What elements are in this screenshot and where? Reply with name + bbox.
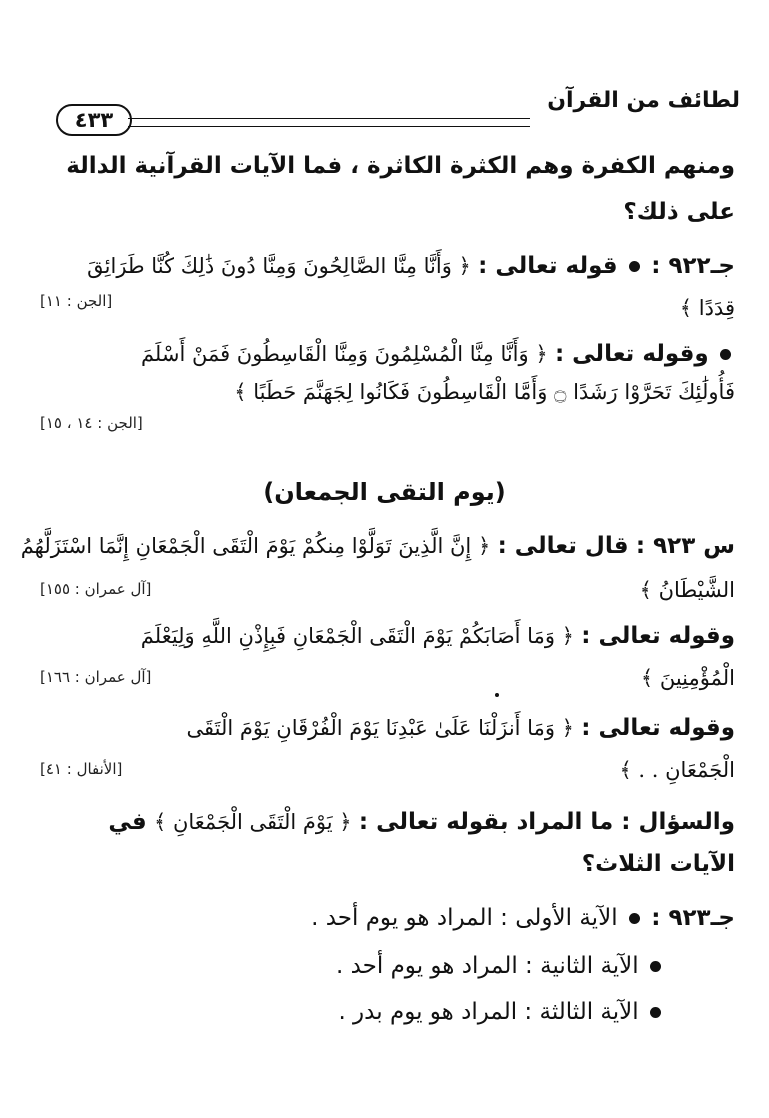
bullet-icon — [720, 349, 731, 360]
section-heading: (يوم التقى الجمعان) — [263, 478, 506, 506]
header-rule — [128, 118, 530, 127]
answer-number: جـ٩٢٣ : — [651, 905, 735, 931]
question-number: س ٩٢٣ : — [635, 533, 735, 559]
running-title: لطائف من القرآن — [547, 88, 740, 113]
verse-intro: وقوله تعالى : — [581, 623, 735, 649]
answer-number: جـ٩٢٢ : — [651, 253, 735, 279]
verse-intro: وقوله تعالى : — [554, 341, 709, 367]
bullet-icon — [629, 261, 640, 272]
question-923-verse-3 — [40, 710, 735, 746]
bullet-icon — [650, 961, 661, 972]
question-text: والسؤال : ما المراد بقوله تعالى : — [358, 809, 735, 835]
verse-intro: وقوله تعالى : — [581, 715, 735, 741]
quran-verse: الشَّيْطَانُ ﴾ — [639, 578, 735, 602]
quran-verse: ﴿ وَمَا أَصَابَكُمْ يَوْمَ الْتَقَى الْجَمْعَانِ فَبِإِذْنِ اللَّهِ وَلِيَعْلَمَ — [140, 624, 574, 648]
quran-verse: ﴿ إِنَّ الَّذِينَ تَوَلَّوْا مِنكُمْ يَوْمَ الْتَقَى الْجَمْعَانِ إِنَّمَا اسْتَزَلَّهُمُ — [20, 534, 491, 558]
quran-verse: ﴿ وَأَنَّا مِنَّا الصَّالِحُونَ وَمِنَّا دُونَ ذَٰلِكَ كُنَّا طَرَائِقَ — [87, 254, 471, 278]
verse-reference: [الجن : ١٤ ، ١٥] — [40, 414, 143, 432]
verse-reference: [آل عمران : ١٦٦] — [40, 668, 152, 686]
verse-continuation — [680, 290, 735, 326]
answer-922-item-1 — [40, 248, 735, 284]
verse-continuation — [40, 374, 735, 410]
verse-intro: قال تعالى : — [497, 533, 629, 559]
quran-verse: الْمُؤْمِنِينَ ﴾ — [640, 666, 735, 690]
bullet-icon — [629, 913, 640, 924]
question-text: في — [108, 809, 147, 835]
quran-verse: قِدَدًا ﴾ — [679, 296, 735, 320]
answer-923-item-1 — [40, 900, 735, 936]
answer-923-item-2 — [40, 948, 665, 984]
answer-text: الآية الثانية : المراد هو يوم أحد . — [335, 953, 639, 979]
question-923-text — [40, 804, 735, 840]
verse-intro: قوله تعالى : — [478, 253, 618, 279]
answer-922-item-2 — [40, 336, 735, 372]
verse-reference: [الأنفال : ٤١] — [40, 760, 123, 778]
quran-verse: ﴿ وَمَا أَنزَلْنَا عَلَىٰ عَبْدِنَا يَوْمَ الْفُرْقَانِ يَوْمَ الْتَقَى — [186, 716, 574, 740]
question-923-verse-1 — [20, 528, 735, 564]
stray-dot — [495, 693, 499, 697]
quran-verse: فَأُولَٰئِكَ تَحَرَّوْا رَشَدًا ۝ وَأَمَّا الْقَاسِطُونَ فَكَانُوا لِجَهَنَّمَ حَطَبًا ﴾ — [234, 380, 735, 404]
quran-verse: الْجَمْعَانِ . . ﴾ — [619, 758, 735, 782]
page-number: ٤٣٣ — [56, 104, 132, 136]
quran-verse: ﴿ وَأَنَّا مِنَّا الْمُسْلِمُونَ وَمِنَّا الْقَاسِطُونَ فَمَنْ أَسْلَمَ — [140, 342, 548, 366]
answer-text: الآية الأولى : المراد هو يوم أحد . — [311, 905, 618, 931]
question-923-verse-2 — [40, 618, 735, 654]
quran-verse: ﴿ يَوْمَ الْتَقَى الْجَمْعَانِ ﴾ — [154, 810, 352, 834]
verse-reference: [الجن : ١١] — [40, 292, 113, 310]
verse-continuation — [40, 752, 735, 788]
verse-reference: [آل عمران : ١٥٥] — [40, 580, 152, 598]
intro-line-2: على ذلك؟ — [623, 199, 735, 225]
bullet-icon — [650, 1007, 661, 1018]
answer-923-item-3 — [40, 994, 665, 1030]
answer-text: الآية الثالثة : المراد هو يوم بدر . — [338, 999, 639, 1025]
question-923-text-2: الآيات الثلاث؟ — [581, 851, 735, 877]
intro-line-1: ومنهم الكفرة وهم الكثرة الكاثرة ، فما الآيات القرآنية الدالة — [66, 153, 735, 179]
